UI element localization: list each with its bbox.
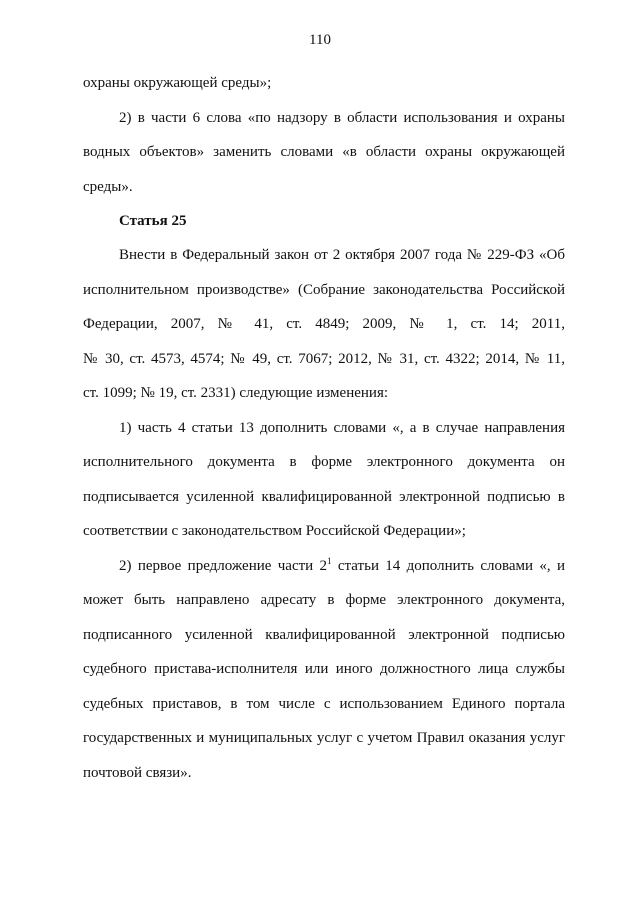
paragraph-item-1-article-13 [83, 411, 565, 549]
text-line: 2) в части 6 слова «по надзору в области использования и охраны [119, 109, 565, 126]
text-line: судебных приставов, в том числе с использованием Единого портала [83, 695, 565, 712]
text-line: среды». [83, 178, 133, 195]
article-heading: Статья 25 [119, 213, 187, 229]
paragraph-item-2-article-14 [83, 549, 565, 791]
text-line: Внести в Федеральный закон от 2 октября 2007 года № 229-ФЗ «Об [119, 247, 565, 263]
text-line: ст. 1099; № 19, ст. 2331) следующие изменения: [83, 385, 389, 401]
text-line [83, 549, 565, 584]
text-fragment: 2) первое предложение части 2 [119, 557, 328, 574]
paragraph-amendment-intro [83, 238, 565, 411]
text-line: государственных и муниципальных услуг с учетом Правил оказания услуг [83, 730, 565, 746]
text-line: Федерации, 2007, № 41, ст. 4849; 2009, № 1, ст. 14; 2011, [83, 316, 565, 332]
text-line: подписывается усиленной квалифицированной электронной подписью в [83, 488, 565, 505]
text-line: подписанного усиленной квалифицированной электронной подписью [83, 626, 565, 643]
text-line: водных объектов» заменить словами «в области охраны окружающей [83, 144, 565, 160]
page-number: 110 [309, 32, 331, 48]
text-line: охраны окружающей среды»; [83, 75, 272, 91]
text-line: 1) часть 4 статьи 13 дополнить словами «, а в случае направления [119, 419, 565, 436]
text-line: почтовой связи». [83, 764, 192, 781]
text-line: соответствии с законодательством Российской Федерации»; [83, 523, 466, 539]
document-body [83, 66, 565, 790]
text-line: судебного пристава-исполнителя или иного должностного лица службы [83, 661, 565, 677]
superscript: 1 [327, 555, 332, 566]
text-line: исполнительного документа в форме электронного документа он [83, 454, 565, 470]
text-line: исполнительном производстве» (Собрание законодательства Российской [83, 281, 565, 298]
text-line: может быть направлено адресату в форме электронного документа, [83, 592, 565, 608]
paragraph-continuation [83, 66, 565, 101]
paragraph-item-2-water [83, 101, 565, 205]
text-fragment: статьи 14 дополнить словами «, и [331, 557, 566, 574]
text-line: № 30, ст. 4573, 4574; № 49, ст. 7067; 2012, № 31, ст. 4322; 2014, № 11, [83, 350, 565, 367]
